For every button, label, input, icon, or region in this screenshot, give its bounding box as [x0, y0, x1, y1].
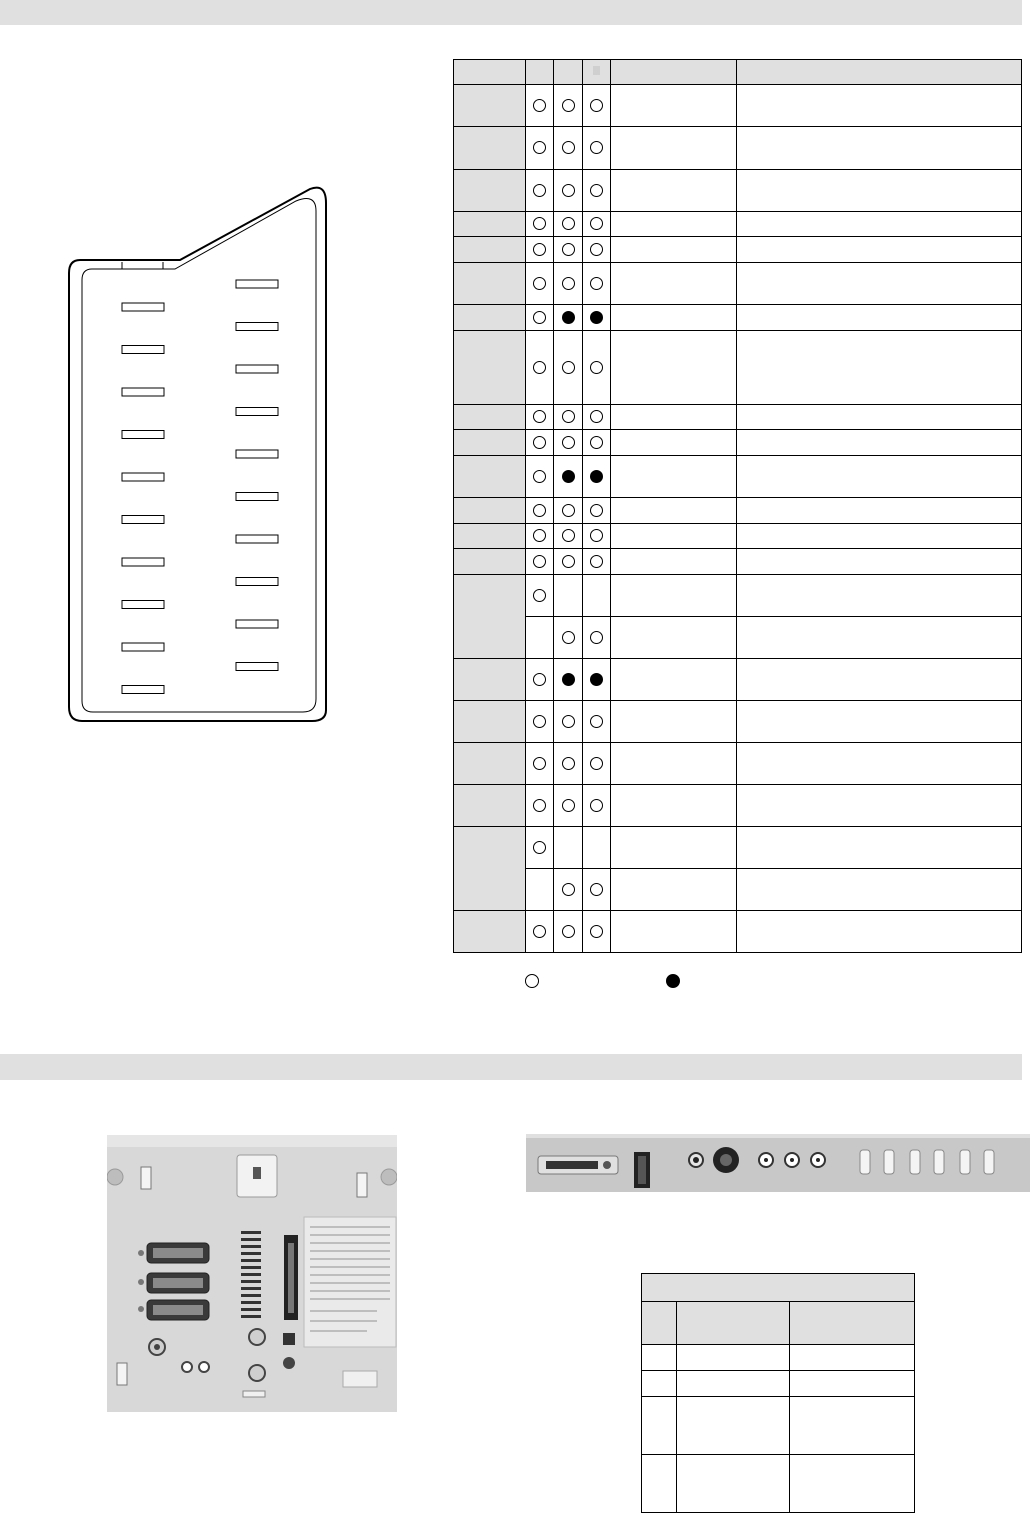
level-cell: [737, 305, 1022, 331]
connection-cell: [583, 85, 611, 127]
connector-2-header: [554, 60, 583, 85]
connected-icon: [533, 277, 546, 290]
level-cell: [737, 237, 1022, 263]
scart-pin: [236, 663, 278, 671]
pin-row: [454, 524, 1022, 549]
connected-icon: [590, 141, 603, 154]
scart-pin: [236, 535, 278, 543]
pin-number-cell: [454, 263, 526, 305]
pin-number-cell: [454, 212, 526, 237]
connection-cell: [526, 212, 554, 237]
scart-pin: [236, 578, 278, 586]
connected-icon: [590, 184, 603, 197]
not-connected-icon: [562, 470, 575, 483]
connected-icon: [590, 504, 603, 517]
signal-cell: [611, 659, 737, 701]
connection-cell: [583, 827, 611, 869]
pin-number-cell: [454, 659, 526, 701]
pin-column-header: [454, 60, 526, 85]
connection-cell: [554, 498, 583, 524]
scart-pin: [236, 620, 278, 628]
legend-not-connected-icon: [666, 974, 680, 988]
connection-cell: [554, 212, 583, 237]
connection-cell: [583, 575, 611, 617]
connection-cell: [554, 456, 583, 498]
level-cell: [737, 430, 1022, 456]
top-section-band: [0, 0, 1022, 25]
signal-cell: [611, 911, 737, 953]
connection-cell: [583, 743, 611, 785]
scart-pin: [236, 280, 278, 288]
signal-column-header: [611, 60, 737, 85]
signal-cell: [611, 575, 737, 617]
connection-cell: [554, 659, 583, 701]
connection-cell: [526, 498, 554, 524]
connection-cell: [583, 170, 611, 212]
connected-icon: [590, 925, 603, 938]
pin-number-cell: [454, 785, 526, 827]
connection-cell: [554, 430, 583, 456]
connection-cell: [554, 575, 583, 617]
pin-number-cell: [454, 85, 526, 127]
signal-cell: [611, 170, 737, 212]
connected-icon: [562, 799, 575, 812]
scart-connector-diagram: [60, 185, 330, 725]
signal-cell: [611, 869, 737, 911]
connection-cell: [554, 617, 583, 659]
connected-icon: [562, 715, 575, 728]
connected-icon: [562, 184, 575, 197]
pin-number-cell: [454, 127, 526, 170]
pin-row: [454, 331, 1022, 405]
level-cell: [737, 170, 1022, 212]
connection-cell: [526, 127, 554, 170]
connections-table-title: [642, 1274, 915, 1302]
scart-pin: [122, 601, 164, 609]
connected-icon: [590, 529, 603, 542]
level-cell: [737, 212, 1022, 237]
connection-cell: [526, 549, 554, 575]
connected-icon: [533, 555, 546, 568]
pin-number-cell: [454, 827, 526, 911]
connection-cell: [554, 85, 583, 127]
connection-cell: [526, 524, 554, 549]
connected-icon: [590, 715, 603, 728]
connections-table-row: [642, 1345, 915, 1371]
connection-cell: [526, 785, 554, 827]
level-cell: [737, 701, 1022, 743]
pin-number-cell: [454, 911, 526, 953]
connector-1-header: [526, 60, 554, 85]
scart-pin: [122, 431, 164, 439]
connection-cell: [526, 743, 554, 785]
pin-number-cell: [454, 405, 526, 430]
connected-icon: [562, 410, 575, 423]
connected-icon: [590, 631, 603, 644]
connection-cell: [554, 785, 583, 827]
pin-row: [454, 911, 1022, 953]
pin-row: [454, 305, 1022, 331]
connection-cell: [554, 911, 583, 953]
signal-cell: [611, 331, 737, 405]
connected-icon: [562, 529, 575, 542]
connection-cell: [554, 305, 583, 331]
signal-cell: [611, 617, 737, 659]
connections-table-header: [790, 1302, 915, 1345]
connected-icon: [533, 925, 546, 938]
connected-icon: [562, 361, 575, 374]
connection-cell: [583, 331, 611, 405]
scart-pin: [122, 388, 164, 396]
legend-connected-icon: [525, 974, 539, 988]
signal-cell: [611, 743, 737, 785]
level-cell: [737, 575, 1022, 617]
connection-cell: [554, 549, 583, 575]
signal-cell: [611, 127, 737, 170]
level-cell: [737, 263, 1022, 305]
connection-cell: [554, 701, 583, 743]
connection-cell: [526, 575, 554, 617]
pin-row: [454, 430, 1022, 456]
level-cell: [737, 911, 1022, 953]
connection-cell: [526, 237, 554, 263]
scart-pin-table: [453, 59, 1022, 953]
level-cell: [737, 498, 1022, 524]
connected-icon: [590, 277, 603, 290]
connected-icon: [590, 757, 603, 770]
connected-icon: [533, 361, 546, 374]
scart-pin: [122, 303, 164, 311]
level-cell: [737, 827, 1022, 869]
connection-cell: [526, 405, 554, 430]
rear-panel-photo: [107, 1135, 397, 1412]
level-cell: [737, 405, 1022, 430]
connected-icon: [562, 631, 575, 644]
scart-pin: [236, 450, 278, 458]
connected-icon: [533, 436, 546, 449]
pin-number-cell: [454, 331, 526, 405]
pin-number-cell: [454, 743, 526, 785]
signal-cell: [611, 85, 737, 127]
connection-cell: [526, 456, 554, 498]
pin-row: [454, 827, 1022, 869]
connection-cell: [583, 237, 611, 263]
connection-cell: [526, 263, 554, 305]
pin-row: [454, 263, 1022, 305]
connection-cell: [583, 405, 611, 430]
signal-cell: [611, 212, 737, 237]
connection-cell: [583, 911, 611, 953]
scart-pin: [122, 643, 164, 651]
pin-number-cell: [454, 575, 526, 659]
connected-icon: [590, 217, 603, 230]
pin-row: [454, 405, 1022, 430]
pin-row: [454, 127, 1022, 170]
connection-cell: [583, 701, 611, 743]
connections-table-row: [642, 1371, 915, 1397]
connected-icon: [590, 555, 603, 568]
level-cell: [737, 659, 1022, 701]
connection-cell: [583, 524, 611, 549]
level-cell: [737, 869, 1022, 911]
connected-icon: [533, 589, 546, 602]
connected-icon: [562, 883, 575, 896]
scart-outline-outer: [69, 188, 326, 721]
connection-cell: [583, 305, 611, 331]
connected-icon: [562, 141, 575, 154]
level-cell: [737, 785, 1022, 827]
connection-cell: [583, 617, 611, 659]
connected-icon: [590, 243, 603, 256]
connection-cell: [583, 659, 611, 701]
connections-table-row: [642, 1455, 915, 1513]
not-connected-icon: [590, 470, 603, 483]
level-cell: [737, 456, 1022, 498]
connected-icon: [533, 99, 546, 112]
connected-icon: [562, 436, 575, 449]
pin-row: [454, 170, 1022, 212]
connection-cell: [526, 170, 554, 212]
connected-icon: [562, 99, 575, 112]
level-cell: [737, 331, 1022, 405]
connection-cell: [583, 263, 611, 305]
connection-cell: [526, 305, 554, 331]
signal-cell: [611, 524, 737, 549]
signal-cell: [611, 701, 737, 743]
pin-row: [454, 212, 1022, 237]
signal-cell: [611, 549, 737, 575]
connection-cell: [554, 869, 583, 911]
pin-row: [454, 456, 1022, 498]
connected-icon: [562, 504, 575, 517]
connected-icon: [533, 757, 546, 770]
connection-cell: [526, 869, 554, 911]
connections-table-header: [642, 1302, 677, 1345]
connections-table: [641, 1273, 915, 1513]
connected-icon: [533, 715, 546, 728]
connection-cell: [583, 456, 611, 498]
signal-cell: [611, 785, 737, 827]
signal-cell: [611, 405, 737, 430]
connections-table-header: [677, 1302, 790, 1345]
connection-cell: [554, 743, 583, 785]
connection-cell: [583, 498, 611, 524]
scart-pin: [236, 493, 278, 501]
signal-cell: [611, 237, 737, 263]
connections-table-title-row: [642, 1274, 915, 1302]
connected-icon: [562, 925, 575, 938]
pin-number-cell: [454, 701, 526, 743]
connection-cell: [554, 827, 583, 869]
pin-number-cell: [454, 456, 526, 498]
signal-cell: [611, 305, 737, 331]
scart-pin: [122, 686, 164, 694]
pin-row: [454, 549, 1022, 575]
pin-row: [454, 237, 1022, 263]
connected-icon: [562, 217, 575, 230]
connected-icon: [562, 555, 575, 568]
connection-cell: [554, 331, 583, 405]
connections-table-header-row: [642, 1302, 915, 1345]
pin-number-cell: [454, 237, 526, 263]
level-cell: [737, 127, 1022, 170]
connected-icon: [590, 436, 603, 449]
level-cell: [737, 524, 1022, 549]
connected-icon: [533, 410, 546, 423]
connection-cell: [554, 170, 583, 212]
connection-cell: [554, 127, 583, 170]
connected-icon: [562, 243, 575, 256]
pin-number-cell: [454, 549, 526, 575]
connection-cell: [526, 331, 554, 405]
connected-icon: [533, 529, 546, 542]
scart-pin: [122, 346, 164, 354]
connection-cell: [583, 549, 611, 575]
connected-icon: [533, 470, 546, 483]
connection-cell: [526, 701, 554, 743]
connection-cell: [526, 911, 554, 953]
connection-cell: [526, 827, 554, 869]
level-column-header: [737, 60, 1022, 85]
level-cell: [737, 743, 1022, 785]
not-connected-icon: [562, 673, 575, 686]
connected-icon: [590, 799, 603, 812]
pin-number-cell: [454, 524, 526, 549]
pin-number-cell: [454, 498, 526, 524]
signal-cell: [611, 263, 737, 305]
pin-row: [454, 575, 1022, 617]
connection-cell: [526, 430, 554, 456]
connected-icon: [533, 673, 546, 686]
connection-cell: [583, 869, 611, 911]
pin-number-cell: [454, 305, 526, 331]
scart-pin: [236, 323, 278, 331]
pin-row: [454, 498, 1022, 524]
connection-cell: [583, 212, 611, 237]
pin-row: [454, 701, 1022, 743]
pin-row: [454, 617, 1022, 659]
connected-icon: [562, 277, 575, 290]
side-panel-photo: [526, 1134, 1030, 1192]
scart-pin: [122, 473, 164, 481]
not-connected-icon: [590, 311, 603, 324]
connection-cell: [554, 524, 583, 549]
connected-icon: [590, 410, 603, 423]
pin-row: [454, 659, 1022, 701]
level-cell: [737, 549, 1022, 575]
connected-icon: [562, 757, 575, 770]
connected-icon: [590, 883, 603, 896]
not-connected-icon: [562, 311, 575, 324]
pin-row: [454, 869, 1022, 911]
connected-icon: [590, 99, 603, 112]
connected-icon: [533, 217, 546, 230]
scart-pin: [236, 365, 278, 373]
connector-3-header: [583, 60, 611, 85]
connection-cell: [526, 659, 554, 701]
level-cell: [737, 85, 1022, 127]
connected-icon: [533, 141, 546, 154]
connected-icon: [533, 504, 546, 517]
signal-cell: [611, 827, 737, 869]
not-connected-icon: [590, 673, 603, 686]
connected-icon: [590, 361, 603, 374]
connected-icon: [533, 184, 546, 197]
pin-number-cell: [454, 170, 526, 212]
connection-cell: [554, 405, 583, 430]
pin-row: [454, 743, 1022, 785]
middle-section-band: [0, 1054, 1022, 1080]
signal-cell: [611, 498, 737, 524]
connected-icon: [533, 799, 546, 812]
signal-cell: [611, 456, 737, 498]
connected-icon: [533, 311, 546, 324]
header-mark: [593, 66, 600, 75]
pin-row: [454, 785, 1022, 827]
connection-cell: [554, 237, 583, 263]
scart-pin: [122, 558, 164, 566]
pin-table-header: [454, 60, 1022, 85]
connection-cell: [526, 617, 554, 659]
connection-cell: [583, 785, 611, 827]
connected-icon: [533, 243, 546, 256]
pin-row: [454, 85, 1022, 127]
connection-cell: [526, 85, 554, 127]
connection-cell: [583, 430, 611, 456]
scart-pin: [236, 408, 278, 416]
level-cell: [737, 617, 1022, 659]
connection-cell: [554, 263, 583, 305]
connection-cell: [583, 127, 611, 170]
connected-icon: [533, 841, 546, 854]
signal-cell: [611, 430, 737, 456]
scart-pin: [122, 516, 164, 524]
pin-number-cell: [454, 430, 526, 456]
connections-table-row: [642, 1397, 915, 1455]
